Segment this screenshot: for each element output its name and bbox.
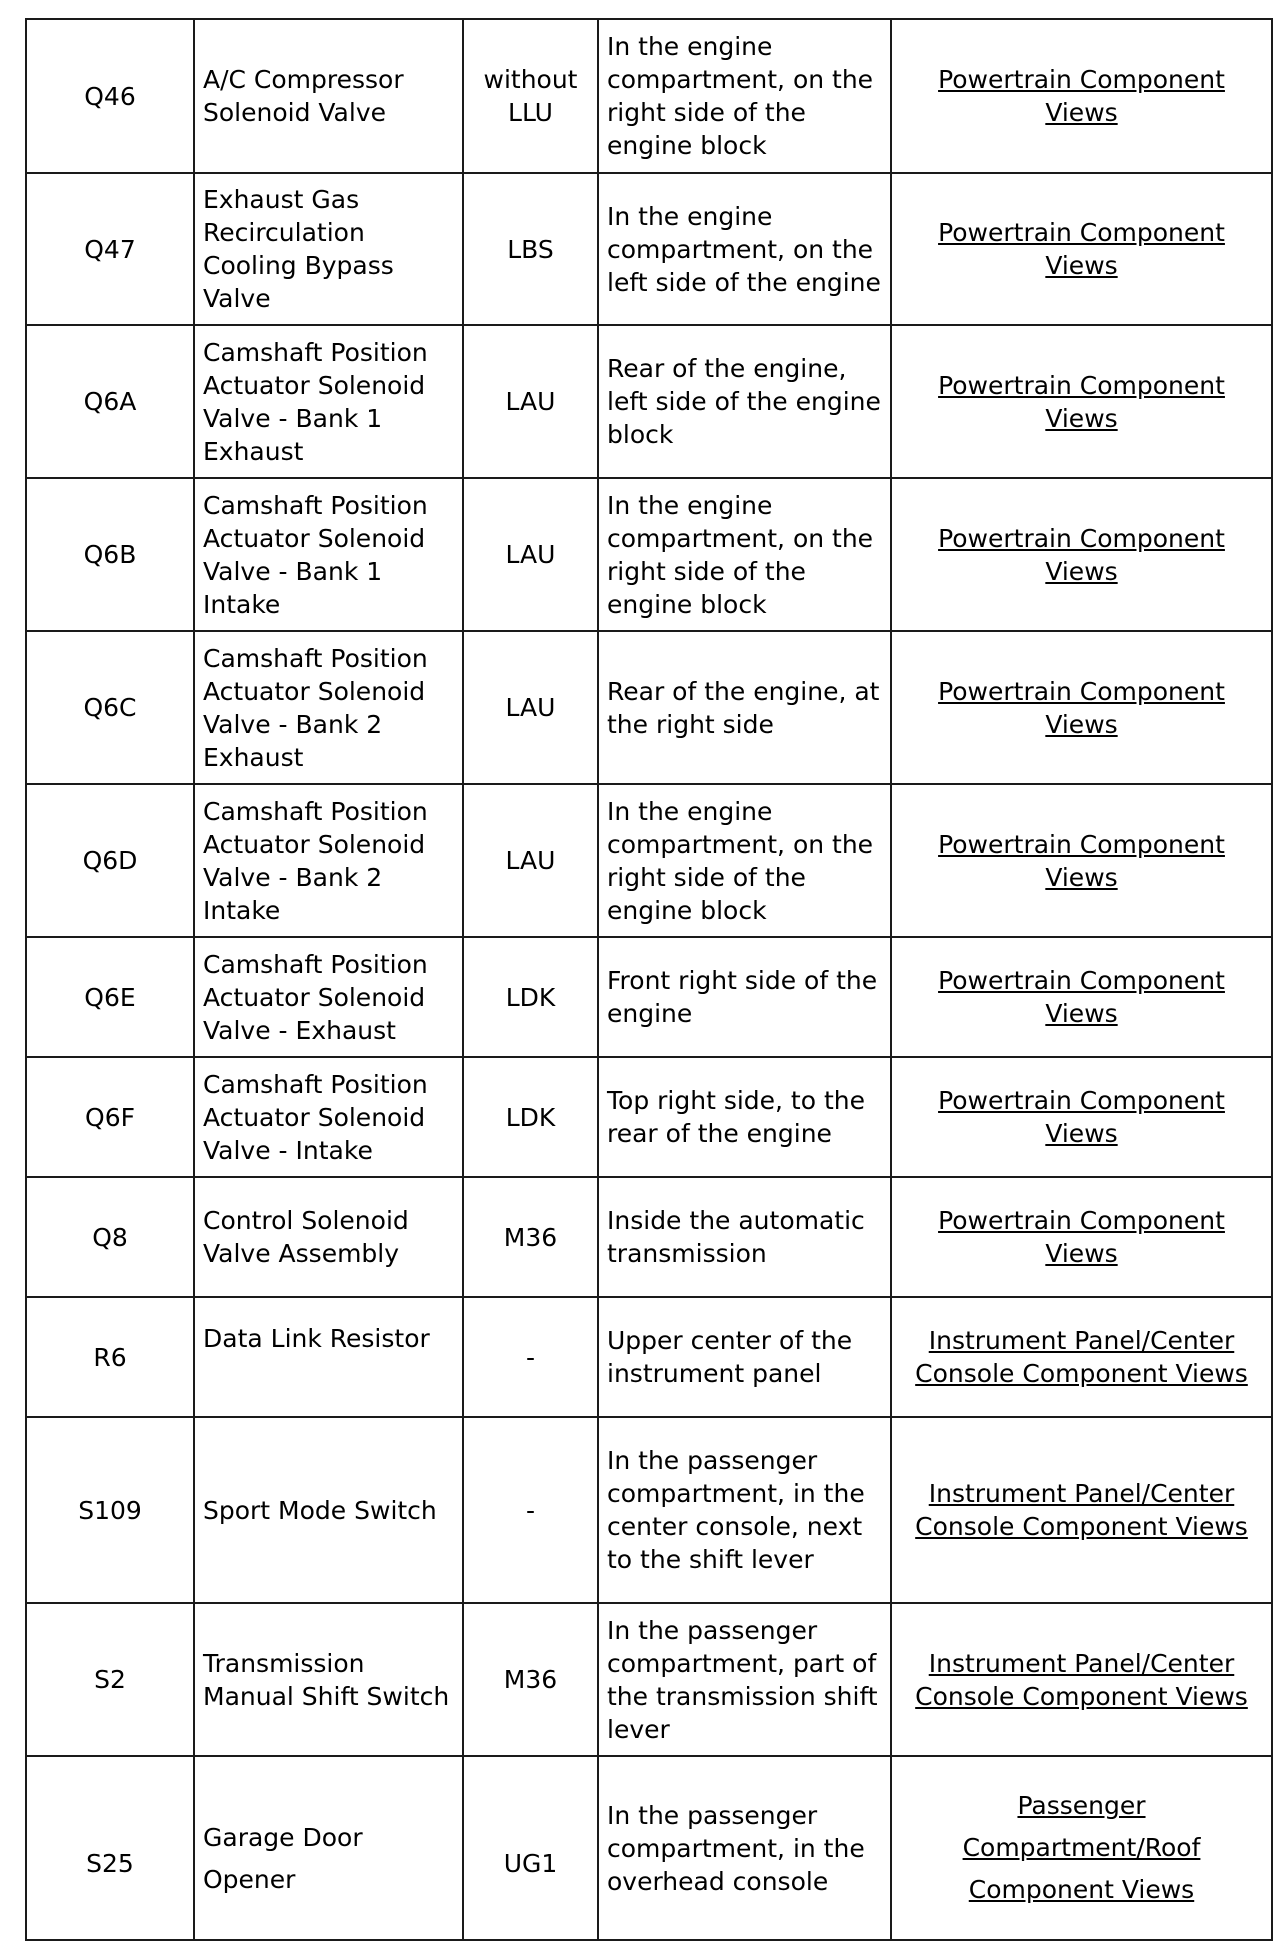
component-name: Exhaust Gas Recirculation Cooling Bypass Valve [194,173,463,325]
component-view-cell [891,784,1272,937]
table-row [26,1057,1272,1177]
component-view-link[interactable]: Powertrain Component Views [938,65,1225,127]
component-location: Inside the automatic transmission [598,1177,891,1297]
component-code: R6 [26,1297,194,1417]
component-view-cell [891,173,1272,325]
component-view-cell [891,478,1272,631]
component-name: Camshaft Position Actuator Solenoid Valve - Intake [194,1057,463,1177]
table-row [26,1603,1272,1756]
component-location: In the engine compartment, on the right side of the engine block [598,784,891,937]
component-name: Camshaft Position Actuator Solenoid Valve - Bank 1 Intake [194,478,463,631]
component-name: A/C Compressor Solenoid Valve [194,19,463,173]
table-row [26,631,1272,784]
component-location: In the engine compartment, on the right side of the engine block [598,19,891,173]
component-option: M36 [463,1177,598,1297]
component-view-cell [891,1177,1272,1297]
component-view-link[interactable]: Powertrain Component Views [938,676,1225,739]
component-code: Q6F [26,1057,194,1177]
component-code: S109 [26,1417,194,1603]
component-code: Q6B [26,478,194,631]
component-view-link[interactable]: Powertrain Component Views [938,966,1225,1028]
component-location: Upper center of the instrument panel [598,1297,891,1417]
table-row [26,937,1272,1057]
component-view-cell [891,325,1272,478]
component-view-link[interactable]: Powertrain Component Views [938,829,1225,892]
component-code: Q8 [26,1177,194,1297]
component-name [194,1756,463,1940]
component-location: Top right side, to the rear of the engine [598,1057,891,1177]
component-option: without LLU [463,19,598,173]
component-view-link[interactable]: Powertrain Component Views [938,523,1225,586]
component-view-cell [891,1417,1272,1603]
table-row [26,19,1272,173]
component-view-cell [891,631,1272,784]
component-view-link[interactable]: Instrument Panel/Center Console Component Views [915,1648,1248,1711]
component-name: Transmission Manual Shift Switch [194,1603,463,1756]
component-code: S25 [26,1756,194,1940]
component-location: In the engine compartment, on the right side of the engine block [598,478,891,631]
component-name: Sport Mode Switch [194,1417,463,1603]
component-name: Control Solenoid Valve Assembly [194,1177,463,1297]
component-view-link[interactable]: Powertrain Component Views [938,218,1225,280]
component-view-cell [891,1756,1272,1940]
component-view-link[interactable]: Powertrain Component Views [938,1086,1225,1148]
component-code: Q6D [26,784,194,937]
component-location: In the passenger compartment, part of the transmission shift lever [598,1603,891,1756]
component-view-cell [891,1297,1272,1417]
component-option: LAU [463,478,598,631]
component-view-link[interactable]: Instrument Panel/Center Console Component Views [915,1326,1248,1388]
table-row [26,784,1272,937]
component-code: Q6A [26,325,194,478]
component-option: M36 [463,1603,598,1756]
component-option: LAU [463,325,598,478]
component-view-cell [891,1057,1272,1177]
component-view-cell [891,19,1272,173]
component-location: Rear of the engine, left side of the engine block [598,325,891,478]
component-view-link[interactable]: Passenger Compartment/Roof Component Views [962,1791,1201,1904]
component-option: - [463,1417,598,1603]
component-name-text: Garage Door Opener [203,1823,363,1894]
component-location: In the passenger compartment, in the center console, next to the shift lever [598,1417,891,1603]
component-option: UG1 [463,1756,598,1940]
component-option: LBS [463,173,598,325]
component-name: Camshaft Position Actuator Solenoid Valve - Exhaust [194,937,463,1057]
component-view-cell [891,937,1272,1057]
component-view-link[interactable]: Powertrain Component Views [938,370,1225,433]
component-view-link[interactable]: Powertrain Component Views [938,1206,1225,1268]
component-locator-table [25,18,1273,1941]
component-code: S2 [26,1603,194,1756]
component-view-cell [891,1603,1272,1756]
component-view-link[interactable]: Instrument Panel/Center Console Component Views [915,1479,1248,1541]
component-location: In the passenger compartment, in the overhead console [598,1756,891,1940]
table-row [26,1756,1272,1940]
table-row [26,173,1272,325]
table-row [26,325,1272,478]
component-option: - [463,1297,598,1417]
component-code: Q46 [26,19,194,173]
table-row [26,1177,1272,1297]
table-row [26,1417,1272,1603]
component-option: LDK [463,1057,598,1177]
component-location: Front right side of the engine [598,937,891,1057]
component-name: Camshaft Position Actuator Solenoid Valve - Bank 2 Intake [194,784,463,937]
component-name: Camshaft Position Actuator Solenoid Valve - Bank 1 Exhaust [194,325,463,478]
component-option: LAU [463,631,598,784]
table-row [26,478,1272,631]
component-location: In the engine compartment, on the left side of the engine [598,173,891,325]
component-name: Camshaft Position Actuator Solenoid Valve - Bank 2 Exhaust [194,631,463,784]
component-name: Data Link Resistor [194,1297,463,1417]
component-option: LAU [463,784,598,937]
component-option: LDK [463,937,598,1057]
component-code: Q6C [26,631,194,784]
component-location: Rear of the engine, at the right side [598,631,891,784]
table-row [26,1297,1272,1417]
component-code: Q47 [26,173,194,325]
component-code: Q6E [26,937,194,1057]
